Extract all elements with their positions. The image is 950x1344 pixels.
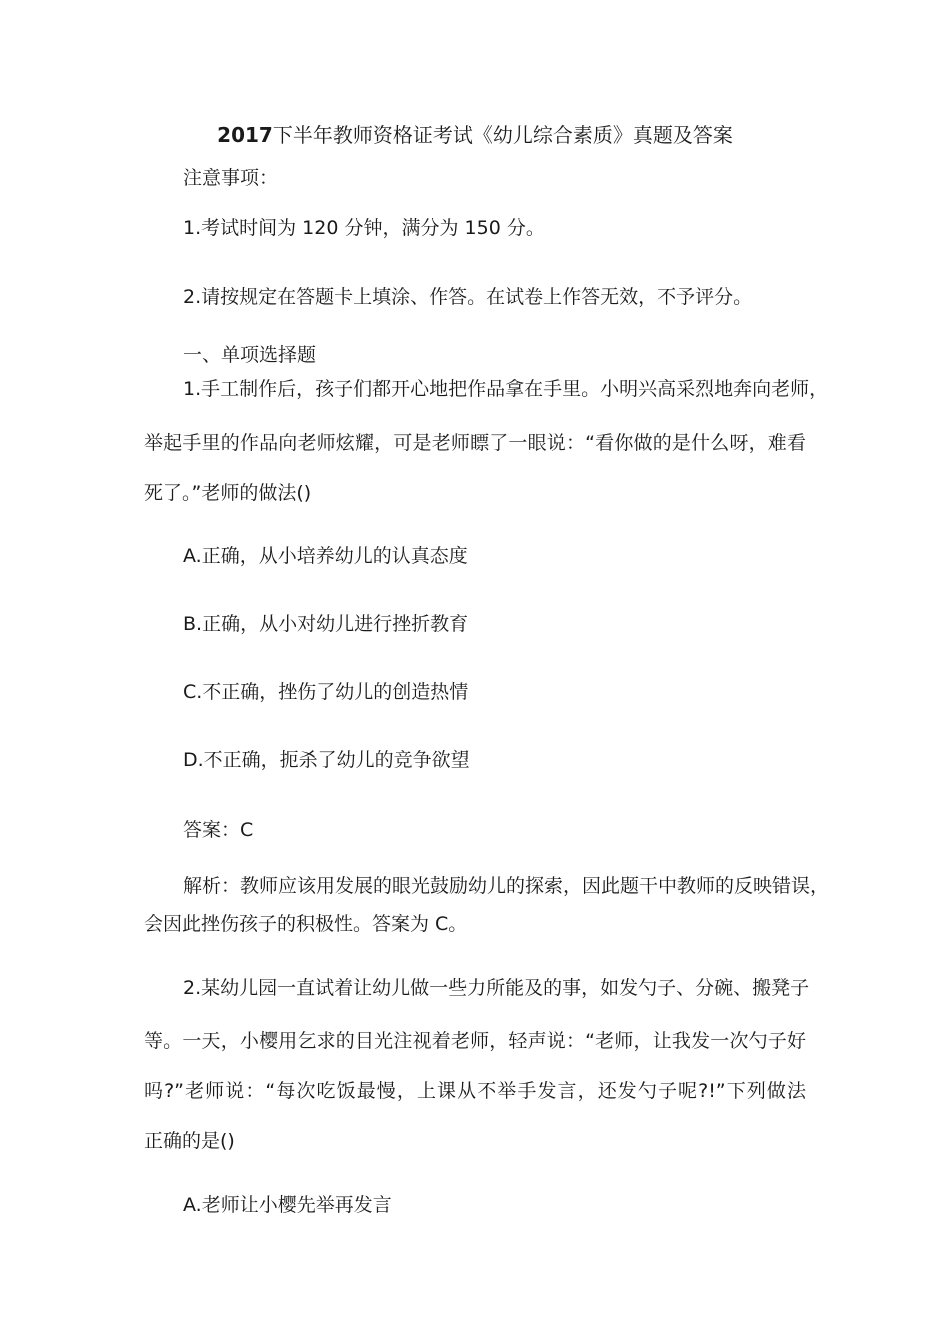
question-2-option-a: A.老师让小樱先举再发言 <box>183 1194 392 1216</box>
question-1-answer: 答案：C <box>183 819 254 841</box>
question-2-line-3: 吗?”老师说：“每次吃饭最慢，上课从不举手发言，还发勺子呢?!”下列做法 <box>144 1080 806 1102</box>
question-1-line-2: 举起手里的作品向老师炫耀，可是老师瞟了一眼说：“看你做的是什么呀，难看 <box>144 432 806 454</box>
document-title <box>0 123 950 147</box>
title-text: 下半年教师资格证考试《幼儿综合素质》真题及答案 <box>272 123 733 147</box>
question-2-line-4: 正确的是() <box>144 1130 235 1152</box>
question-1-option-b: B.正确，从小对幼儿进行挫折教育 <box>183 613 469 635</box>
question-1-line-3: 死了。”老师的做法() <box>144 482 312 504</box>
title-year: 2017 <box>217 123 273 147</box>
question-1-option-d: D.不正确，扼杀了幼儿的竞争欲望 <box>183 749 470 771</box>
question-1-analysis-line-2: 会因此挫伤孩子的积极性。答案为 C。 <box>144 913 468 935</box>
section-heading: 一、单项选择题 <box>183 344 317 366</box>
question-1-option-c: C.不正确，挫伤了幼儿的创造热情 <box>183 681 469 703</box>
notice-item-2: 2.请按规定在答题卡上填涂、作答。在试卷上作答无效，不予评分。 <box>183 286 753 308</box>
question-2-line-1: 2.某幼儿园一直试着让幼儿做一些力所能及的事，如发勺子、分碗、搬凳子 <box>183 977 810 999</box>
question-1-option-a: A.正确，从小培养幼儿的认真态度 <box>183 545 468 567</box>
notice-item-1: 1.考试时间为 120 分钟，满分为 150 分。 <box>183 217 545 239</box>
question-1-line-1: 1.手工制作后，孩子们都开心地把作品拿在手里。小明兴高采烈地奔向老师， <box>183 378 829 400</box>
question-1-analysis-line-1: 解析：教师应该用发展的眼光鼓励幼儿的探索，因此题干中教师的反映错误， <box>183 875 830 897</box>
notice-heading: 注意事项： <box>183 167 279 189</box>
question-2-line-2: 等。一天，小樱用乞求的目光注视着老师，轻声说：“老师，让我发一次勺子好 <box>144 1030 806 1052</box>
